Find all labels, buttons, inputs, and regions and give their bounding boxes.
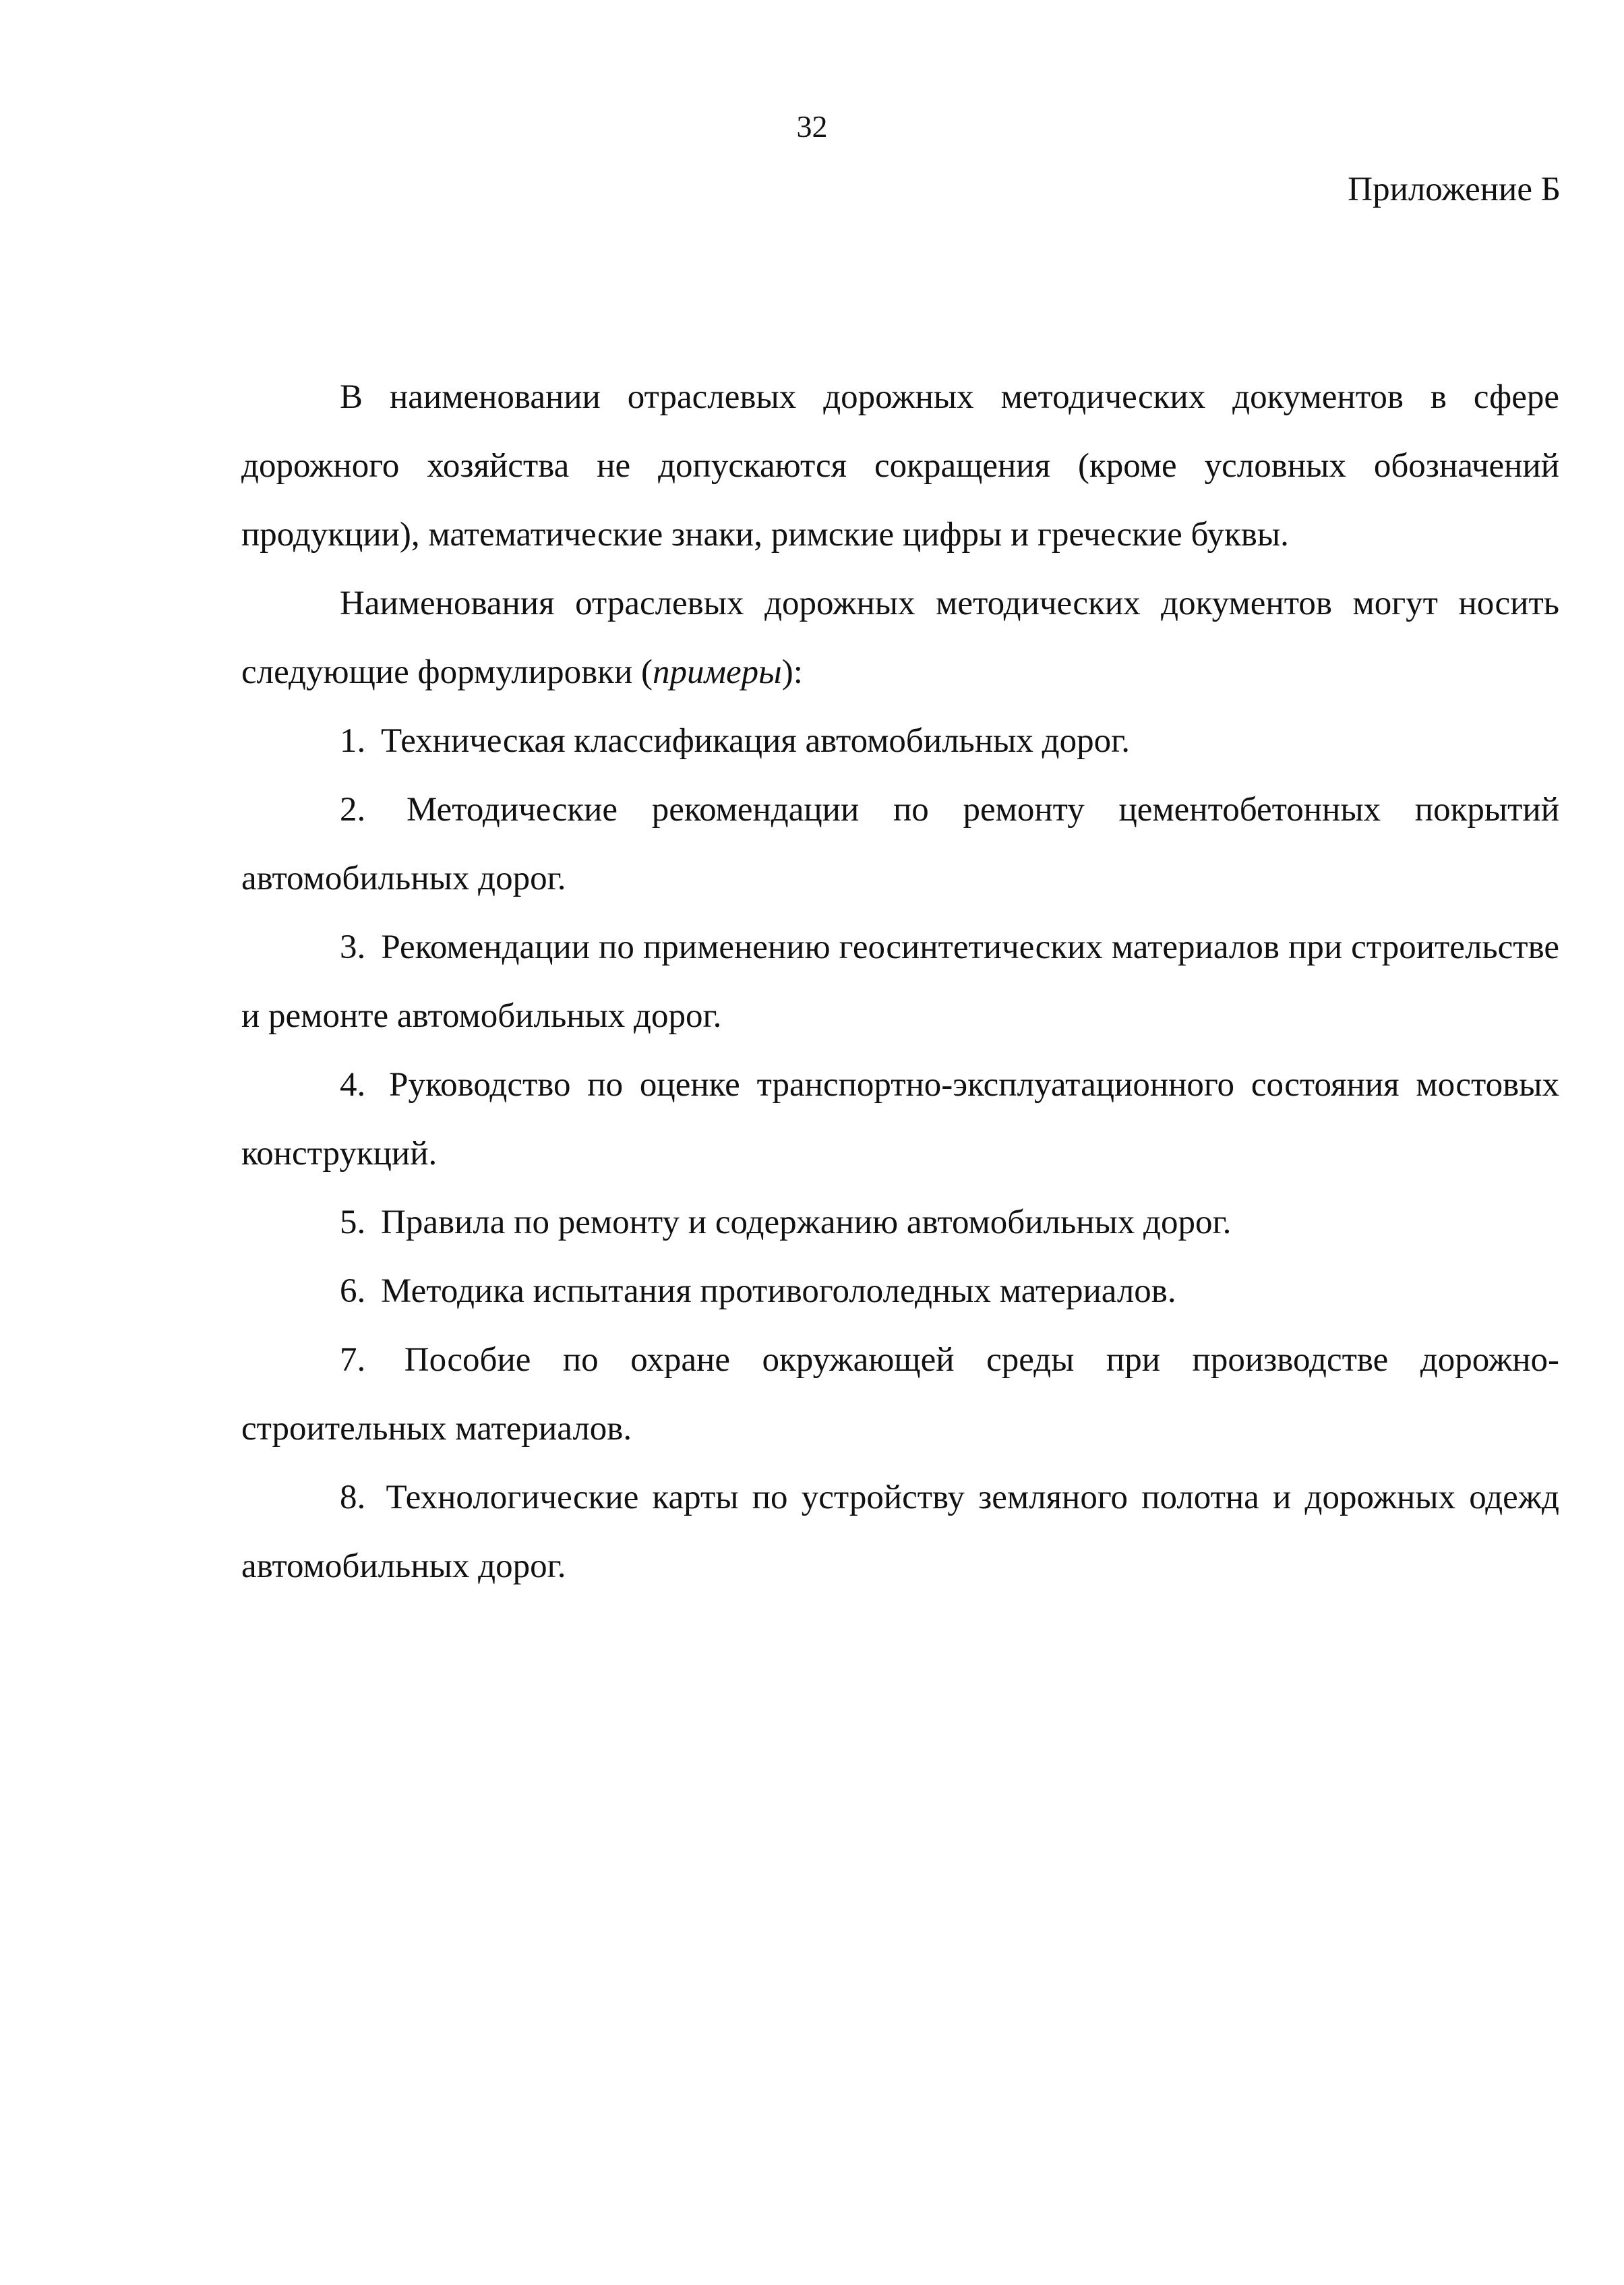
list-item-text: Методика испытания противогололедных материалов. xyxy=(381,1272,1176,1310)
list-item xyxy=(241,1257,1559,1326)
list-item-number: 8. xyxy=(340,1479,366,1516)
list-item xyxy=(241,1188,1559,1257)
list-item xyxy=(241,1463,1559,1601)
list-item-number: 3. xyxy=(340,928,366,966)
intro-tail: ): xyxy=(781,653,803,691)
list-item-number: 2. xyxy=(340,791,366,829)
list-item-number: 6. xyxy=(340,1272,366,1310)
list-item-text: Рекомендации по применению геосинтетических материалов при строительстве и ремонте автомобильных дорог. xyxy=(241,928,1559,1035)
list-item-number: 1. xyxy=(340,722,366,760)
document-body xyxy=(241,363,1559,1601)
paragraph-restrictions: В наименовании отраслевых дорожных методических документов в сфере дорожного хозяйства не допускаются сокращения (кроме условных обозначений продукции), математические знаки, римские цифры и греческие буквы. xyxy=(241,378,1559,554)
list-item xyxy=(241,913,1559,1050)
list-item-text: Правила по ремонту и содержанию автомобильных дорог. xyxy=(381,1204,1232,1241)
list-item-number: 5. xyxy=(340,1204,366,1241)
appendix-label: Приложение Б xyxy=(1348,171,1561,208)
list-item xyxy=(241,1050,1559,1188)
list-item xyxy=(241,775,1559,913)
list-item-text: Пособие по охране окружающей среды при производстве дорожно-строительных материалов. xyxy=(241,1341,1560,1448)
paragraph-examples-intro xyxy=(241,569,1559,707)
list-item-text: Руководство по оценке транспортно-эксплуатационного состояния мостовых конструкций. xyxy=(241,1066,1560,1173)
list-item-text: Технологические карты по устройству земляного полотна и дорожных одежд автомобильных дорог. xyxy=(241,1479,1560,1585)
list-item-number: 7. xyxy=(340,1341,366,1379)
list-item xyxy=(241,707,1559,775)
list-item-number: 4. xyxy=(340,1066,366,1104)
list-item-text: Методические рекомендации по ремонту цементобетонных покрытий автомобильных дорог. xyxy=(241,791,1559,897)
list-item-text: Техническая классификация автомобильных дорог. xyxy=(381,722,1130,760)
intro-text: Наименования отраслевых дорожных методических документов могут носить следующие формулировки ( xyxy=(241,585,1559,691)
intro-italic: примеры xyxy=(652,653,782,691)
list-item xyxy=(241,1326,1559,1463)
page-number: 32 xyxy=(796,109,828,144)
